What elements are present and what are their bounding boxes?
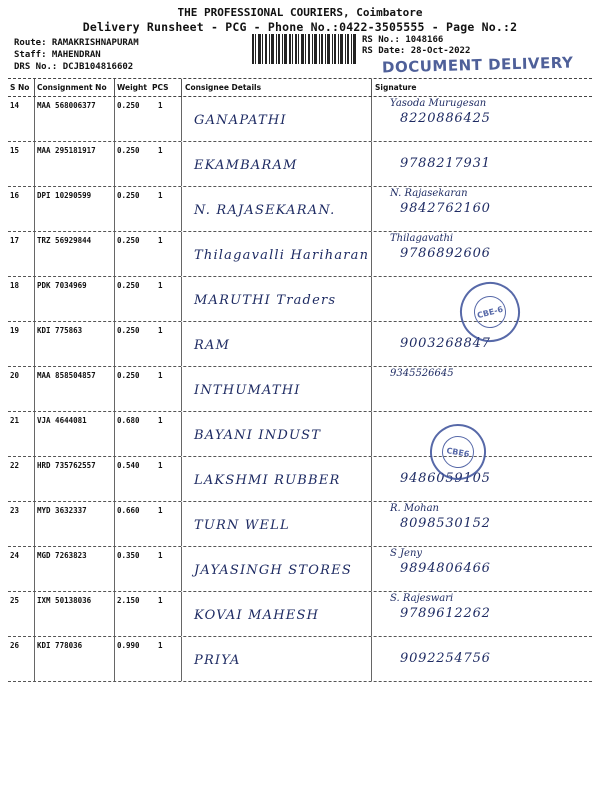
table-row	[0, 97, 600, 142]
signature-phone: 8220886425	[400, 111, 491, 126]
signature-name: 9345526645	[390, 368, 454, 379]
col-divider	[371, 502, 372, 546]
col-divider	[34, 232, 35, 276]
table-row	[0, 637, 600, 682]
col-divider	[34, 142, 35, 186]
row-sno: 17	[10, 236, 20, 245]
consignee-name: Thilagavalli Hariharan	[194, 248, 370, 263]
col-divider	[371, 187, 372, 231]
pcs-value: 1	[158, 371, 163, 380]
runsheet-title: Delivery Runsheet - PCG - Phone No.:0422-3505555 - Page No.:2	[82, 20, 518, 34]
consignment-number: IXM 50138036	[37, 596, 92, 605]
col-divider	[181, 277, 182, 321]
drs-number: DRS No.: DCJB104816602	[14, 62, 134, 72]
col-divider	[114, 187, 115, 231]
col-consignment: Consignment No	[37, 83, 107, 92]
consignee-name: INTHUMATHI	[194, 383, 301, 398]
seal-inner: CBE6	[439, 433, 476, 470]
col-divider	[34, 547, 35, 591]
row-sno: 16	[10, 191, 20, 200]
consignment-number: MYD 3632337	[37, 506, 87, 515]
signature-phone: 9486059105	[400, 471, 491, 486]
col-divider	[114, 547, 115, 591]
col-divider	[181, 322, 182, 366]
seal-inner: CBE-6	[470, 292, 509, 331]
row-sno: 20	[10, 371, 20, 380]
consignment-number: HRD 735762557	[37, 461, 96, 470]
col-divider	[34, 637, 35, 681]
col-divider	[181, 547, 182, 591]
row-sno: 21	[10, 416, 20, 425]
header-top-rule	[8, 78, 592, 79]
pcs-value: 1	[158, 506, 163, 515]
signature-phone: 9789612262	[400, 606, 491, 621]
col-divider	[114, 457, 115, 501]
weight-value: 0.540	[117, 461, 140, 470]
col-divider	[371, 277, 372, 321]
barcode	[252, 34, 356, 64]
col-divider	[371, 367, 372, 411]
signature-name: S. Rajeswari	[390, 593, 454, 604]
col-divider	[114, 97, 115, 141]
col-divider	[34, 322, 35, 366]
table-row	[0, 187, 600, 232]
signature-name: Thilagavathi	[390, 233, 454, 244]
signature-phone: 9786892606	[400, 246, 491, 261]
row-sno: 25	[10, 596, 20, 605]
signature-phone: 9842762160	[400, 201, 491, 216]
row-sno: 26	[10, 641, 20, 650]
col-divider	[181, 592, 182, 636]
row-sno: 14	[10, 101, 20, 110]
table-row	[0, 142, 600, 187]
col-divider	[371, 592, 372, 636]
consignment-number: MAA 568006377	[37, 101, 96, 110]
col-signature: Signature	[375, 83, 417, 92]
consignment-number: MAA 295181917	[37, 146, 96, 155]
pcs-value: 1	[158, 641, 163, 650]
signature-name: N. Rajasekaran	[390, 188, 468, 199]
col-pcs: PCS	[152, 83, 169, 92]
col-divider	[114, 367, 115, 411]
col-divider	[114, 592, 115, 636]
consignee-name: BAYANI INDUST	[194, 428, 322, 443]
consignee-name: GANAPATHI	[194, 113, 287, 128]
consignment-number: MAA 858504857	[37, 371, 96, 380]
table-row	[0, 547, 600, 592]
pcs-value: 1	[158, 551, 163, 560]
pcs-value: 1	[158, 101, 163, 110]
consignment-number: PDK 7034969	[37, 281, 87, 290]
col-divider	[34, 457, 35, 501]
col-divider	[371, 457, 372, 501]
consignee-name: EKAMBARAM	[194, 158, 298, 173]
table-row	[0, 457, 600, 502]
consignee-name: N. RAJASEKARAN.	[194, 203, 336, 218]
pcs-value: 1	[158, 146, 163, 155]
col-divider	[371, 637, 372, 681]
pcs-value: 1	[158, 281, 163, 290]
document-delivery-stamp: DOCUMENT DELIVERY	[381, 53, 574, 77]
col-divider	[181, 502, 182, 546]
col-divider	[114, 637, 115, 681]
consignment-number: VJA 4644081	[37, 416, 87, 425]
signature-name: S Jeny	[390, 548, 423, 559]
weight-value: 0.350	[117, 551, 140, 560]
col-divider	[114, 412, 115, 456]
col-divider	[34, 367, 35, 411]
pcs-value: 1	[158, 326, 163, 335]
row-separator	[8, 681, 592, 682]
col-divider	[181, 187, 182, 231]
signature-phone: 8098530152	[400, 516, 491, 531]
consignee-name: PRIYA	[194, 653, 241, 668]
consignment-number: DPI 10290599	[37, 191, 92, 200]
table-row	[0, 502, 600, 547]
weight-value: 0.660	[117, 506, 140, 515]
consignee-name: MARUTHI Traders	[194, 293, 337, 308]
col-divider	[114, 142, 115, 186]
weight-value: 0.250	[117, 101, 140, 110]
weight-value: 0.250	[117, 326, 140, 335]
col-divider	[371, 232, 372, 276]
col-divider	[371, 142, 372, 186]
col-divider	[34, 412, 35, 456]
table-row	[0, 592, 600, 637]
pcs-value: 1	[158, 461, 163, 470]
col-divider	[371, 547, 372, 591]
row-sno: 18	[10, 281, 20, 290]
col-divider	[371, 412, 372, 456]
table-row	[0, 232, 600, 277]
col-consignee: Consignee Details	[185, 83, 262, 92]
col-divider	[371, 322, 372, 366]
consignee-name: LAKSHMI RUBBER	[194, 473, 341, 488]
col-divider	[34, 502, 35, 546]
signature-phone: 9788217931	[400, 156, 491, 171]
weight-value: 0.680	[117, 416, 140, 425]
row-sno: 19	[10, 326, 20, 335]
consignee-name: KOVAI MAHESH	[194, 608, 320, 623]
weight-value: 0.250	[117, 146, 140, 155]
col-divider	[181, 457, 182, 501]
signature-name: R. Mohan	[390, 503, 439, 514]
col-divider	[181, 367, 182, 411]
pcs-value: 1	[158, 191, 163, 200]
col-divider	[114, 232, 115, 276]
col-divider	[181, 142, 182, 186]
weight-value: 0.250	[117, 236, 140, 245]
col-divider	[34, 592, 35, 636]
signature-phone: 9894806466	[400, 561, 491, 576]
staff-label: Staff: MAHENDRAN	[14, 50, 101, 60]
col-divider	[181, 97, 182, 141]
pcs-value: 1	[158, 236, 163, 245]
consignment-number: KDI 778036	[37, 641, 83, 650]
signature-name: Yasoda Murugesan	[390, 98, 487, 109]
consignment-number: KDI 775863	[37, 326, 83, 335]
table-row	[0, 367, 600, 412]
row-sno: 23	[10, 506, 20, 515]
signature-phone: 9092254756	[400, 651, 491, 666]
weight-value: 0.250	[117, 371, 140, 380]
col-divider	[114, 277, 115, 321]
col-divider	[34, 277, 35, 321]
col-divider	[181, 637, 182, 681]
consignee-name: TURN WELL	[194, 518, 290, 533]
pcs-value: 1	[158, 596, 163, 605]
row-sno: 24	[10, 551, 20, 560]
weight-value: 2.150	[117, 596, 140, 605]
weight-value: 0.990	[117, 641, 140, 650]
table-row	[0, 412, 600, 457]
col-weight: Weight	[117, 83, 147, 92]
consignment-number: TRZ 56929844	[37, 236, 92, 245]
consignment-number: MGD 7263823	[37, 551, 87, 560]
col-divider	[371, 97, 372, 141]
weight-value: 0.250	[117, 281, 140, 290]
company-title: THE PROFESSIONAL COURIERS, Coimbatore	[177, 6, 423, 19]
col-divider	[181, 412, 182, 456]
col-divider	[34, 187, 35, 231]
row-sno: 15	[10, 146, 20, 155]
signature-phone: 9003268847	[400, 336, 491, 351]
consignee-name: RAM	[194, 338, 231, 353]
rs-date: RS Date: 28-Oct-2022	[362, 46, 471, 56]
col-divider	[114, 322, 115, 366]
col-divider	[114, 502, 115, 546]
col-divider	[34, 97, 35, 141]
col-sno: S No	[10, 83, 30, 92]
rs-number: RS No.: 1048166	[362, 35, 444, 45]
route-label: Route: RAMAKRISHNAPURAM	[14, 38, 139, 48]
col-divider	[181, 232, 182, 276]
consignee-name: JAYASINGH STORES	[194, 563, 352, 578]
weight-value: 0.250	[117, 191, 140, 200]
row-sno: 22	[10, 461, 20, 470]
pcs-value: 1	[158, 416, 163, 425]
